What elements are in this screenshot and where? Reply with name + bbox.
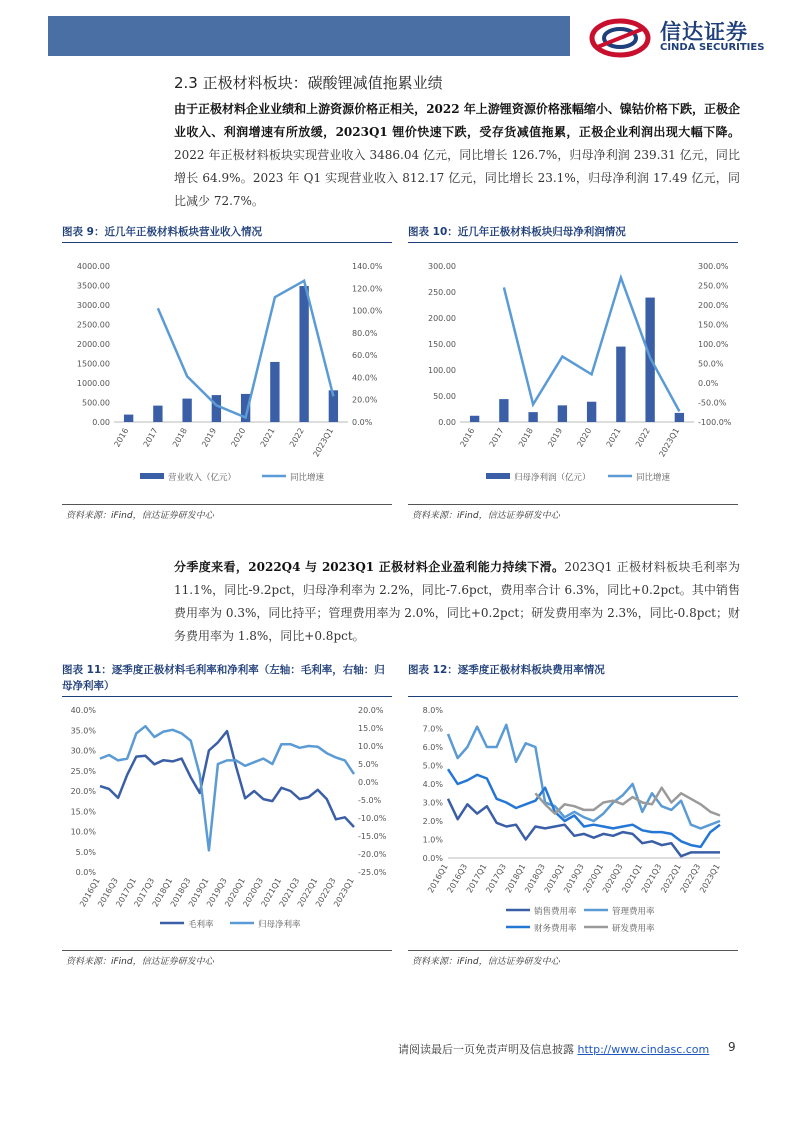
- x-tick-label: 2016: [112, 426, 131, 449]
- legend-bar-swatch: [140, 473, 164, 479]
- right-axis-tick-label: 15.0%: [358, 724, 384, 733]
- bar-2019: [212, 395, 221, 422]
- right-axis-tick-label: 200.0%: [698, 301, 729, 310]
- bar-2018: [182, 399, 191, 422]
- fig12-title-rule: [408, 696, 738, 697]
- bar-2016: [124, 415, 133, 422]
- left-axis-tick-label: 1500.00: [76, 359, 110, 369]
- left-axis-tick-label: 2000.00: [76, 340, 110, 349]
- x-tick-label: 2017Q1: [464, 862, 489, 895]
- x-tick-label: 2016Q1: [78, 876, 102, 909]
- x-tick-label: 2023Q1: [311, 426, 336, 459]
- fig9-source: 资料来源：iFind，信达证券研发中心: [66, 511, 214, 521]
- x-tick-label: 2020: [575, 426, 594, 449]
- fig12-source: 资料来源：iFind，信达证券研发中心: [412, 957, 560, 967]
- left-axis-tick-label: 3000.00: [76, 301, 110, 310]
- y-axis-tick-label: 0.0%: [422, 854, 443, 863]
- left-axis-tick-label: 0.00: [92, 418, 110, 427]
- left-axis-tick-label: 250.00: [428, 288, 456, 297]
- fig9-source-rule: [62, 504, 392, 505]
- bar-2019: [558, 405, 567, 422]
- right-axis-tick-label: 0.0%: [352, 418, 373, 427]
- x-tick-label: 2019: [546, 426, 565, 449]
- x-tick-label: 2020Q1: [581, 862, 606, 895]
- right-axis-tick-label: -50.0%: [698, 398, 727, 408]
- left-axis-tick-label: 3500.00: [76, 281, 110, 291]
- x-tick-label: 2021: [604, 426, 623, 449]
- right-axis-tick-label: -10.0%: [358, 814, 387, 823]
- x-tick-label: 2019: [200, 426, 219, 449]
- right-axis-tick-label: -100.0%: [698, 418, 732, 427]
- page-number: 9: [728, 1040, 736, 1054]
- left-axis-tick-label: 500.00: [82, 398, 110, 408]
- bar-2020: [587, 402, 596, 422]
- x-tick-label: 2018: [516, 426, 535, 449]
- bar-2021: [616, 347, 625, 422]
- x-tick-label: 2019Q3: [205, 876, 229, 909]
- legend-label-3: 研发费用率: [612, 924, 655, 934]
- left-axis-tick-label: 0.00: [438, 418, 456, 427]
- x-tick-label: 2017Q1: [114, 876, 139, 909]
- paragraph-1: [174, 98, 740, 213]
- fig10-source-rule: [408, 504, 738, 505]
- x-tick-label: 2018Q3: [523, 862, 547, 895]
- x-tick-label: 2019Q3: [562, 862, 586, 895]
- x-tick-label: 2016Q3: [96, 876, 120, 909]
- x-tick-label: 2022: [633, 426, 652, 449]
- right-axis-tick-label: 20.0%: [358, 706, 384, 715]
- y-axis-tick-label: 6.0%: [422, 743, 443, 752]
- legend-label-0: 毛利率: [188, 920, 214, 930]
- legend-label-1: 归母净利率: [258, 920, 301, 930]
- legend-bar-label: 归母净利润（亿元）: [514, 473, 591, 483]
- legend-bar-label: 营业收入（亿元）: [168, 473, 237, 483]
- x-tick-label: 2020Q3: [600, 862, 625, 895]
- x-tick-label: 2019Q1: [186, 876, 211, 909]
- fig11-title: 图表 11：逐季度正极材料毛利率和净利率（左轴：毛利率，右轴：归母净利率）: [62, 664, 385, 692]
- right-axis-tick-label: 0.0%: [358, 778, 379, 787]
- cinda-logo-icon: [585, 14, 655, 62]
- right-axis-tick-label: 80.0%: [352, 328, 378, 338]
- x-tick-label: 2018Q3: [168, 876, 193, 909]
- right-axis-tick-label: 5.0%: [358, 760, 379, 769]
- fig10-chart: [408, 252, 738, 497]
- x-tick-label: 2016Q3: [445, 862, 470, 895]
- x-tick-label: 2021Q1: [259, 876, 284, 909]
- footer: [398, 1041, 709, 1057]
- bar-2022: [299, 286, 308, 422]
- legend-label-0: 销售费用率: [534, 907, 577, 917]
- x-tick-label: 2023Q1: [657, 426, 682, 459]
- fig11-chart: [62, 700, 392, 940]
- bar-2023Q1: [675, 413, 684, 422]
- paragraph-2-body: 2023Q1 正极材料板块毛利率为 11.1%，同比-9.2pct，归母净利率为 2.2%，同比-7.6pct，费用率合计 6.3%，同比+0.2pct。其中销售费用率为 0.3%，同比持平；管理费用率为 2.0%，同比+0.2pct；研发费用率为 2.3%，同比-0.8pct；财务费用率为 1.8%，同比+0.8pct。: [174, 560, 740, 643]
- right-axis-tick-label: -5.0%: [358, 796, 382, 805]
- fig11-source: 资料来源：iFind，信达证券研发中心: [66, 957, 214, 967]
- series-line-1: [448, 725, 720, 829]
- y-axis-tick-label: 5.0%: [422, 761, 443, 771]
- left-axis-tick-label: 150.00: [428, 340, 456, 349]
- x-tick-label: 2023Q1: [698, 862, 722, 895]
- right-axis-tick-label: 150.0%: [698, 320, 729, 330]
- x-tick-label: 2022Q3: [678, 862, 703, 895]
- right-axis-tick-label: 250.0%: [698, 281, 729, 291]
- header-band: [48, 16, 570, 56]
- x-tick-label: 2019Q1: [542, 862, 567, 895]
- left-axis-tick-label: 35.0%: [70, 726, 96, 736]
- x-tick-label: 2017Q3: [132, 876, 157, 909]
- legend-label-2: 财务费用率: [534, 924, 577, 934]
- bar-2017: [499, 399, 508, 422]
- x-tick-label: 2020Q3: [241, 876, 266, 909]
- left-axis-tick-label: 25.0%: [70, 766, 96, 776]
- right-axis-tick-label: -15.0%: [358, 832, 387, 841]
- y-axis-tick-label: 1.0%: [422, 835, 443, 845]
- x-tick-label: 2023Q1: [332, 876, 356, 909]
- y-axis-tick-label: 3.0%: [422, 798, 443, 808]
- y-axis-tick-label: 7.0%: [422, 724, 443, 734]
- fig10-title-rule: [408, 242, 738, 243]
- x-tick-label: 2021Q1: [620, 862, 645, 895]
- fig12-title: 图表 12：逐季度正极材料板块费用率情况: [408, 664, 605, 676]
- right-axis-tick-label: -25.0%: [358, 868, 387, 877]
- bar-2018: [528, 412, 537, 422]
- x-tick-label: 2021: [258, 426, 277, 449]
- series-line-1: [100, 726, 354, 850]
- right-axis-tick-label: 100.0%: [698, 340, 729, 349]
- left-axis-tick-label: 20.0%: [70, 787, 96, 796]
- series-line-3: [535, 788, 720, 816]
- left-axis-tick-label: 300.00: [428, 262, 456, 271]
- left-axis-tick-label: 5.0%: [75, 847, 96, 857]
- fig9-title: 图表 9：近几年正极材料板块营业收入情况: [62, 226, 262, 238]
- x-tick-label: 2017Q3: [484, 862, 509, 895]
- legend-bar-swatch: [486, 473, 510, 479]
- legend-line-label: 同比增速: [290, 473, 325, 483]
- section-title: 2.3 正极材料板块：碳酸锂减值拖累业绩: [174, 74, 443, 92]
- left-axis-tick-label: 200.00: [428, 314, 456, 323]
- left-axis-tick-label: 4000.00: [76, 262, 110, 271]
- left-axis-tick-label: 0.0%: [75, 868, 96, 877]
- right-axis-tick-label: 60.0%: [352, 351, 378, 361]
- x-tick-label: 2021Q3: [277, 876, 302, 909]
- fig9-chart: [62, 252, 392, 497]
- fig11-title-rule: [62, 696, 392, 697]
- x-tick-label: 2017: [141, 426, 160, 449]
- left-axis-tick-label: 40.0%: [70, 706, 96, 715]
- left-axis-tick-label: 30.0%: [70, 746, 96, 756]
- y-axis-tick-label: 2.0%: [422, 817, 443, 826]
- bar-2017: [153, 406, 162, 422]
- right-axis-tick-label: 0.0%: [698, 379, 719, 388]
- y-axis-tick-label: 4.0%: [422, 780, 443, 789]
- right-axis-tick-label: 50.0%: [698, 359, 724, 369]
- paragraph-1-body: 2022 年正极材料板块实现营业收入 3486.04 亿元，同比增长 126.7%，归母净利润 239.31 亿元，同比增长 64.9%。2023 年 Q1 实现营业收入 812.17 亿元，同比增长 23.1%，归母净利润 17.49 亿元，同比减少 72.7%。: [174, 148, 740, 208]
- x-tick-label: 2018Q1: [503, 862, 528, 895]
- x-tick-label: 2016: [458, 426, 477, 449]
- footer-disclaimer: 请阅读最后一页免责声明及信息披露: [398, 1043, 574, 1056]
- x-tick-label: 2022Q1: [295, 876, 320, 909]
- right-axis-tick-label: 20.0%: [352, 395, 378, 405]
- x-tick-label: 2022Q3: [313, 876, 338, 909]
- fig10-title: 图表 10：近几年正极材料板块归母净利润情况: [408, 226, 626, 238]
- left-axis-tick-label: 10.0%: [70, 827, 96, 837]
- x-tick-label: 2020Q1: [223, 876, 247, 909]
- right-axis-tick-label: 120.0%: [352, 284, 383, 294]
- y-axis-tick-label: 8.0%: [422, 706, 443, 715]
- fig12-source-rule: [408, 950, 738, 951]
- x-tick-label: 2021Q3: [639, 862, 664, 895]
- bar-2016: [470, 416, 479, 422]
- fig10-source: 资料来源：iFind，信达证券研发中心: [412, 511, 560, 521]
- right-axis-tick-label: 100.0%: [352, 306, 383, 316]
- footer-url-link[interactable]: http://www.cindasc.com: [577, 1043, 710, 1056]
- right-axis-tick-label: 40.0%: [352, 373, 378, 383]
- x-tick-label: 2022: [287, 426, 306, 449]
- legend-label-1: 管理费用率: [612, 907, 655, 917]
- fig12-chart: [408, 700, 738, 940]
- legend-line-label: 同比增速: [636, 473, 671, 483]
- paragraph-2: [174, 556, 740, 648]
- left-axis-tick-label: 1000.00: [76, 379, 110, 388]
- left-axis-tick-label: 2500.00: [76, 320, 110, 330]
- bar-2021: [270, 362, 279, 422]
- right-axis-tick-label: 140.0%: [352, 262, 383, 271]
- x-tick-label: 2020: [229, 426, 248, 449]
- right-axis-tick-label: 10.0%: [358, 742, 384, 751]
- logo-text-cn: 信达证券: [660, 20, 748, 44]
- fig9-title-rule: [62, 242, 392, 243]
- left-axis-tick-label: 15.0%: [70, 807, 96, 817]
- left-axis-tick-label: 50.00: [433, 392, 456, 401]
- paragraph-2-emphasis: 分季度来看，2022Q4 与 2023Q1 正极材料企业盈利能力持续下滑。: [174, 560, 565, 574]
- x-tick-label: 2016Q1: [426, 862, 450, 895]
- x-tick-label: 2017: [487, 426, 506, 449]
- right-axis-tick-label: 300.0%: [698, 262, 729, 271]
- x-tick-label: 2018Q1: [150, 876, 175, 909]
- x-tick-label: 2022Q1: [659, 862, 683, 895]
- right-axis-tick-label: -20.0%: [358, 850, 387, 859]
- left-axis-tick-label: 100.00: [428, 366, 456, 375]
- logo-text-en: CINDA SECURITIES: [660, 42, 765, 53]
- paragraph-1-emphasis: 由于正极材料企业业绩和上游资源价格正相关，2022 年上游锂资源价格涨幅缩小、镍钴价格下跌，正极企业收入、利润增速有所放缓，2023Q1 锂价快速下跌，受存货减值拖累，正极企业利润出现大幅下降。: [174, 102, 740, 139]
- x-tick-label: 2018: [170, 426, 189, 449]
- fig11-source-rule: [62, 950, 392, 951]
